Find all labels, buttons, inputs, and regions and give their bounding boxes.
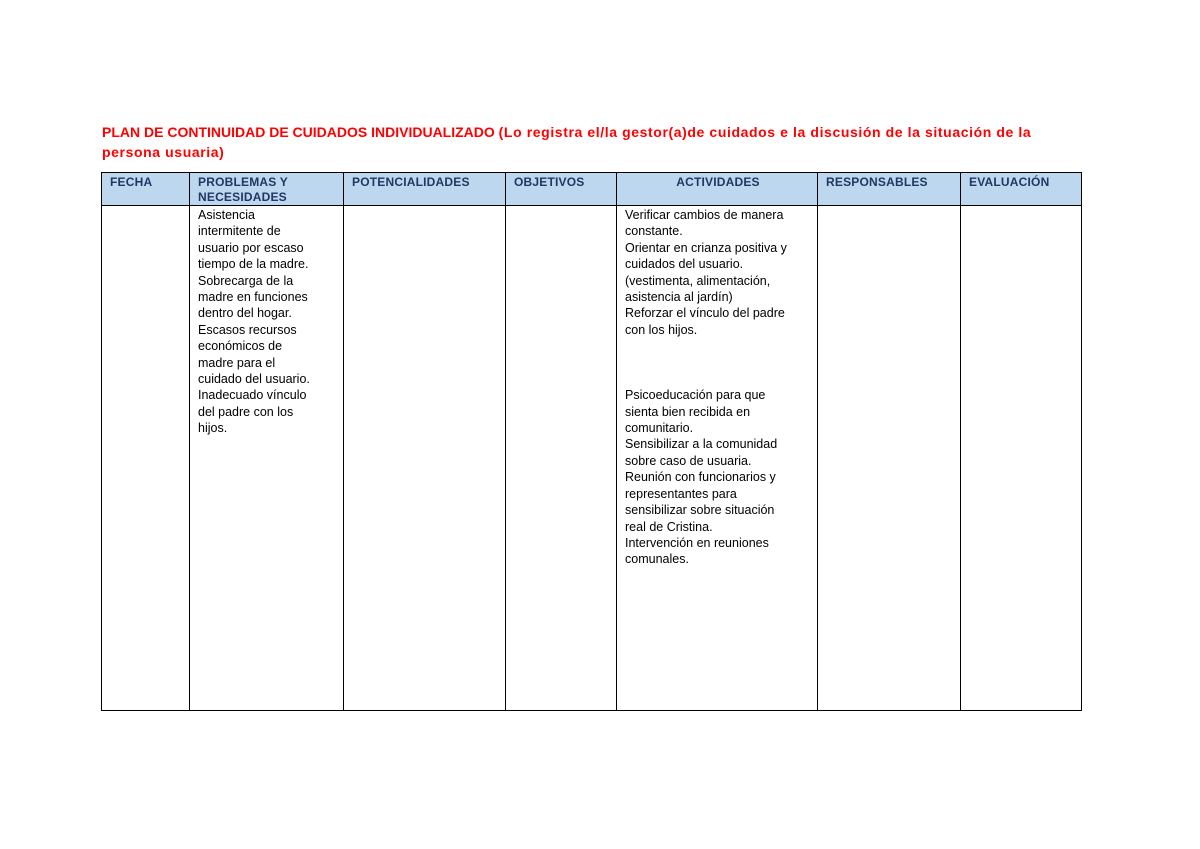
title-subtitle-line1: (Lo registra el/la gestor(a)de cuidados e la discusión de la situación de la <box>498 124 1032 140</box>
actividades-block-1 <box>625 207 811 338</box>
cell-potencialidades <box>344 206 506 711</box>
cell-objetivos <box>506 206 617 711</box>
cell-actividades <box>617 206 818 711</box>
table-row <box>102 206 1082 711</box>
cell-text-line: Psicoeducación para que <box>625 388 766 403</box>
cell-text-line: intermitente de <box>198 224 281 239</box>
cell-text-line: con los hijos. <box>625 322 698 337</box>
document-title <box>102 122 1102 162</box>
cell-text-line: Reforzar el vínculo del padre <box>625 306 785 321</box>
cell-text-line: Inadecuado vínculo <box>198 388 307 403</box>
cell-text-line: comunitario. <box>625 421 694 436</box>
header-responsables: RESPONSABLES <box>818 173 961 206</box>
cell-text-line: madre para el <box>198 355 276 370</box>
cell-text-line: Sensibilizar a la comunidad <box>625 437 778 452</box>
header-evaluacion: EVALUACIÓN <box>961 173 1082 206</box>
cell-text-line: sensibilizar sobre situación <box>625 503 775 518</box>
cell-text-line: dentro del hogar. <box>198 306 292 321</box>
care-plan-table <box>101 172 1082 711</box>
cell-text-line: comunales. <box>625 552 689 567</box>
problemas-list <box>198 207 337 437</box>
cell-text-line: del padre con los <box>198 404 294 419</box>
actividades-spacer <box>625 338 811 387</box>
cell-text-line: asistencia al jardín) <box>625 290 733 305</box>
cell-evaluacion <box>961 206 1082 711</box>
header-actividades: ACTIVIDADES <box>617 173 818 206</box>
actividades-block-2 <box>625 387 811 567</box>
header-objetivos: OBJETIVOS <box>506 173 617 206</box>
cell-text-line: sobre caso de usuaria. <box>625 453 752 468</box>
cell-text-line: cuidado del usuario. <box>198 372 310 387</box>
title-subtitle-line2: persona usuaria) <box>102 144 225 160</box>
cell-text-line: tiempo de la madre. <box>198 257 309 272</box>
cell-text-line: Asistencia <box>198 208 255 222</box>
table-header-row <box>102 173 1082 206</box>
cell-problemas-necesidades <box>190 206 344 711</box>
cell-text-line: representantes para <box>625 486 737 501</box>
cell-text-line: (vestimenta, alimentación, <box>625 273 771 288</box>
cell-text-line: madre en funciones <box>198 290 308 305</box>
header-problemas-necesidades: PROBLEMAS Y NECESIDADES <box>190 173 344 206</box>
cell-text-line: sienta bien recibida en <box>625 404 751 419</box>
cell-text-line: Sobrecarga de la <box>198 273 294 288</box>
header-potencialidades: POTENCIALIDADES <box>344 173 506 206</box>
header-fecha: FECHA <box>102 173 190 206</box>
cell-text-line: real de Cristina. <box>625 519 713 534</box>
cell-text-line: cuidados del usuario. <box>625 257 744 272</box>
cell-text-line: hijos. <box>198 421 228 436</box>
cell-text-line: Verificar cambios de manera <box>625 208 784 222</box>
cell-text-line: Reunión con funcionarios y <box>625 470 776 485</box>
cell-text-line: Escasos recursos <box>198 322 297 337</box>
cell-fecha <box>102 206 190 711</box>
cell-text-line: constante. <box>625 224 683 239</box>
cell-text-line: usuario por escaso <box>198 240 304 255</box>
cell-text-line: económicos de <box>198 339 283 354</box>
cell-text-line: Intervención en reuniones <box>625 535 769 550</box>
cell-responsables <box>818 206 961 711</box>
cell-text-line: Orientar en crianza positiva y <box>625 240 787 255</box>
title-main: PLAN DE CONTINUIDAD DE CUIDADOS INDIVIDUALIZADO <box>102 124 495 140</box>
